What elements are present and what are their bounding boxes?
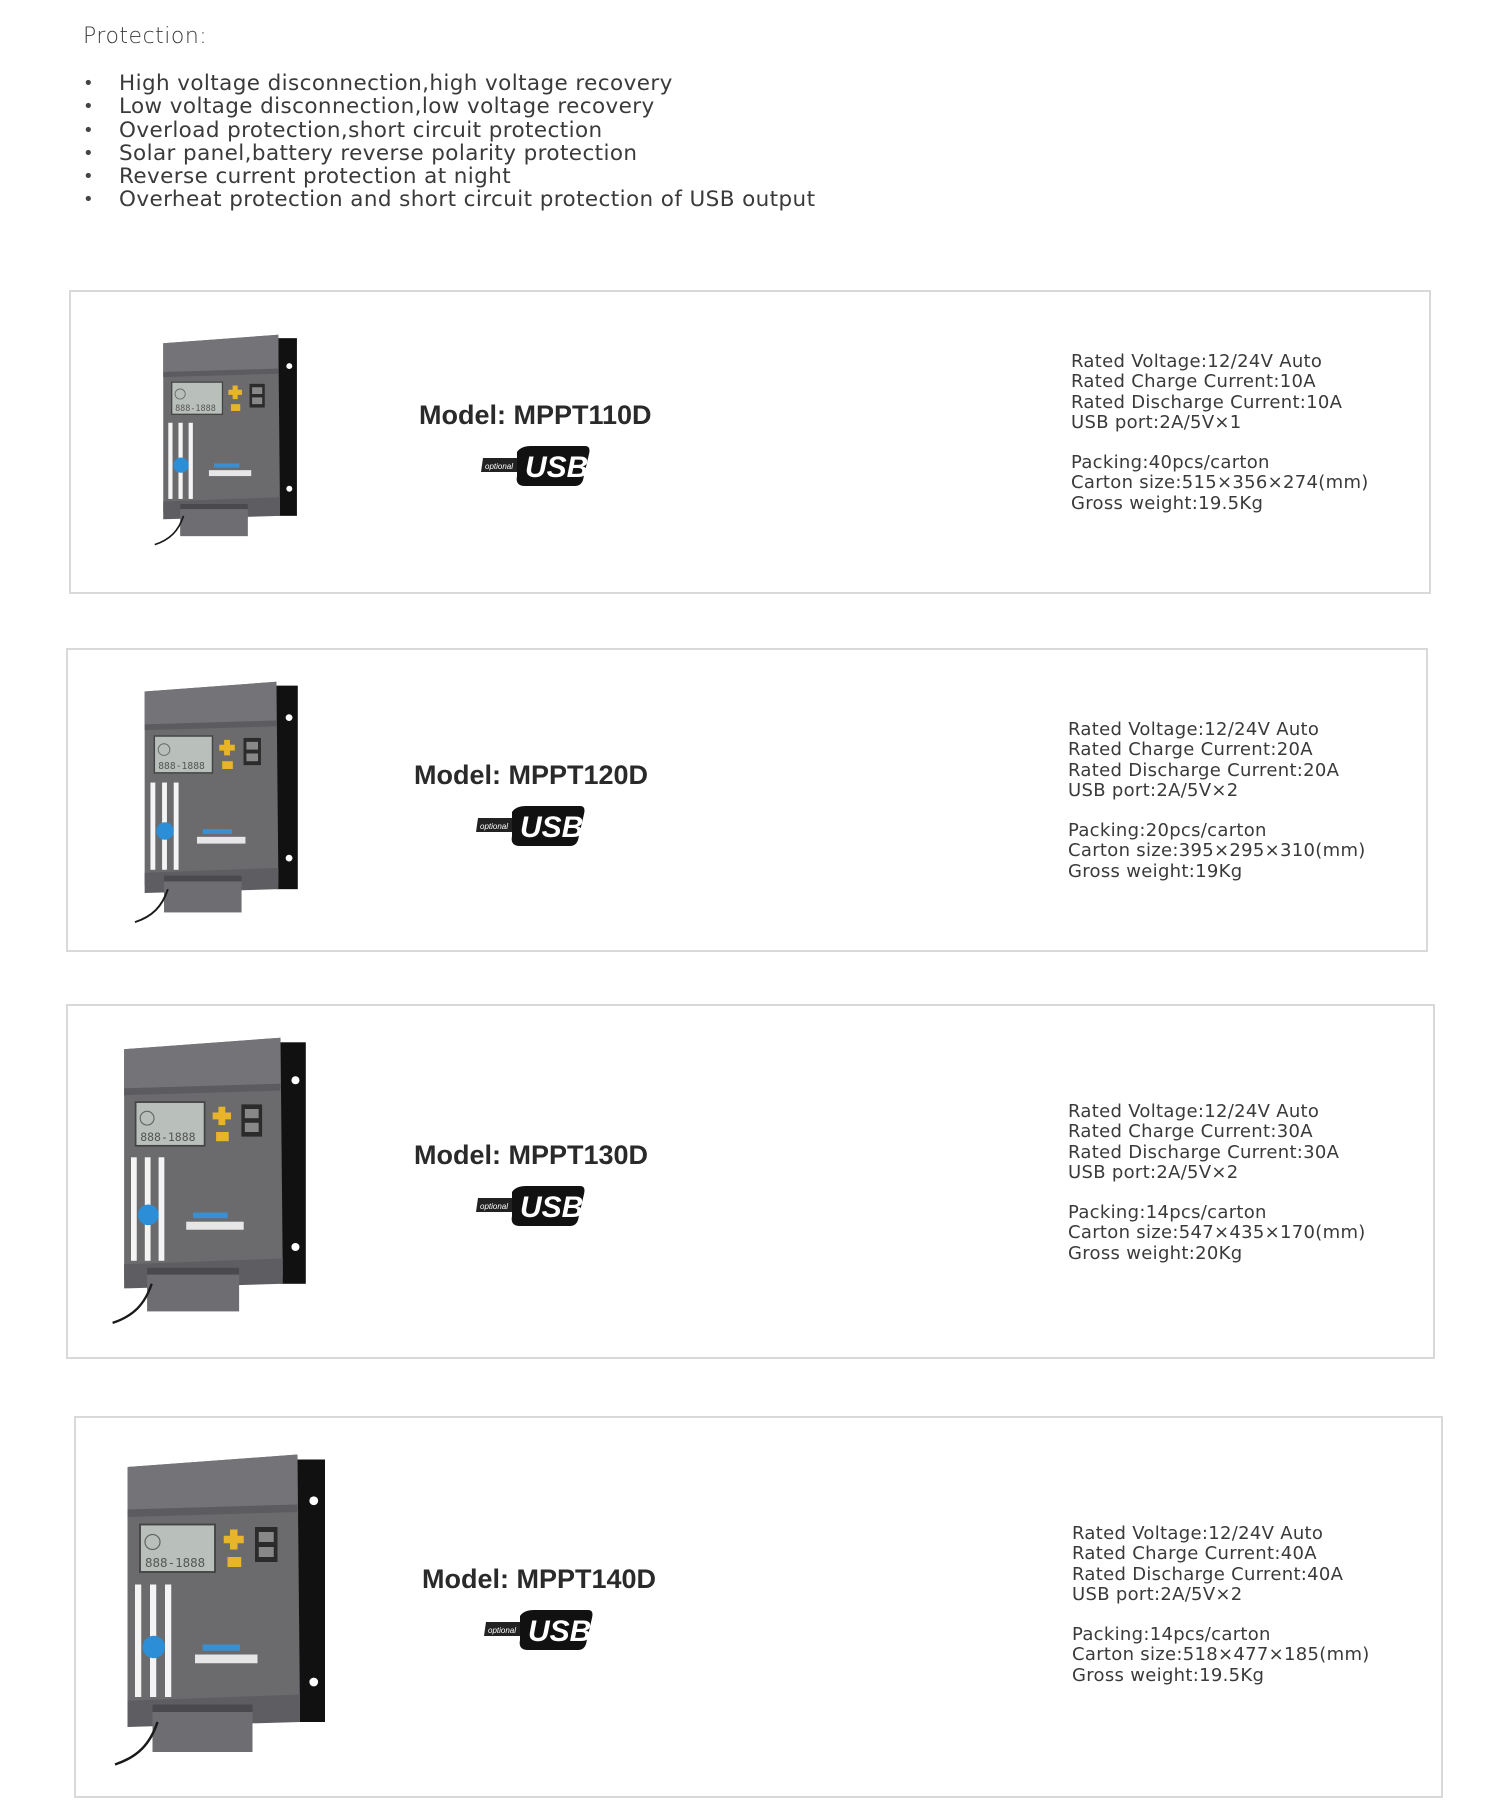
rated-voltage: Rated Voltage:12/24V Auto — [1068, 719, 1320, 740]
solar-controller-image — [128, 674, 328, 926]
packing: Packing:14pcs/carton — [1072, 1624, 1271, 1646]
gross-weight: Gross weight:19Kg — [1068, 860, 1243, 882]
protection-list — [83, 72, 815, 212]
usb-port: USB port:2A/5V×2 — [1072, 1583, 1243, 1605]
rated-discharge-current: Rated Discharge Current:30A — [1068, 1141, 1340, 1163]
model-title: Model: MPPT140D — [422, 1564, 657, 1594]
solar-controller-image — [108, 1028, 338, 1328]
model-title: Model: MPPT130D — [414, 1140, 649, 1170]
gross-weight: Gross weight:20Kg — [1068, 1242, 1243, 1264]
optional-usb-icon — [484, 1610, 594, 1650]
spec-list — [1072, 1524, 1370, 1686]
model-title: Model: MPPT110D — [419, 400, 652, 430]
rated-charge-current: Rated Charge Current:20A — [1068, 739, 1313, 761]
protection-title: Protection: — [83, 24, 208, 49]
protection-item: • Low voltage disconnection,low voltage recovery — [83, 95, 815, 118]
protection-item: • High voltage disconnection,high voltage recovery — [83, 72, 815, 95]
protection-item: • Solar panel,battery reverse polarity protection — [83, 142, 815, 165]
usb-port: USB port:2A/5V×2 — [1068, 1161, 1239, 1183]
gross-weight: Gross weight:19.5Kg — [1071, 492, 1264, 514]
spec-list — [1071, 352, 1369, 514]
spec-list — [1068, 720, 1366, 882]
model-title: Model: MPPT120D — [414, 760, 649, 790]
product-card-mppt120d — [66, 648, 1428, 952]
rated-voltage: Rated Voltage:12/24V Auto — [1068, 1101, 1320, 1122]
rated-voltage: Rated Voltage:12/24V Auto — [1071, 351, 1323, 372]
product-card-mppt110d — [69, 290, 1431, 594]
carton-size: Carton size:518×477×185(mm) — [1072, 1644, 1370, 1666]
solar-controller-image — [151, 328, 321, 548]
usb-port: USB port:2A/5V×2 — [1068, 779, 1239, 801]
packing: Packing:14pcs/carton — [1068, 1202, 1267, 1224]
optional-usb-icon — [476, 806, 586, 846]
carton-size: Carton size:395×295×310(mm) — [1068, 840, 1366, 862]
rated-discharge-current: Rated Discharge Current:20A — [1068, 759, 1340, 781]
packing: Packing:40pcs/carton — [1071, 452, 1270, 474]
optional-usb-icon — [481, 446, 591, 486]
gross-weight: Gross weight:19.5Kg — [1072, 1664, 1265, 1686]
rated-charge-current: Rated Charge Current:40A — [1072, 1543, 1317, 1565]
rated-voltage: Rated Voltage:12/24V Auto — [1072, 1523, 1324, 1544]
protection-item: • Overheat protection and short circuit protection of USB output — [83, 188, 815, 211]
rated-charge-current: Rated Charge Current:10A — [1071, 371, 1316, 393]
carton-size: Carton size:515×356×274(mm) — [1071, 472, 1369, 494]
packing: Packing:20pcs/carton — [1068, 820, 1267, 842]
rated-discharge-current: Rated Discharge Current:40A — [1072, 1563, 1344, 1585]
usb-port: USB port:2A/5V×1 — [1071, 411, 1242, 433]
rated-charge-current: Rated Charge Current:30A — [1068, 1121, 1313, 1143]
optional-usb-icon — [476, 1186, 586, 1226]
protection-item: • Overload protection,short circuit protection — [83, 119, 815, 142]
protection-item: • Reverse current protection at night — [83, 165, 815, 188]
rated-discharge-current: Rated Discharge Current:10A — [1071, 391, 1343, 413]
spec-list — [1068, 1102, 1366, 1264]
carton-size: Carton size:547×435×170(mm) — [1068, 1222, 1366, 1244]
solar-controller-image — [110, 1442, 360, 1772]
product-card-mppt140d — [74, 1416, 1443, 1798]
product-card-mppt130d — [66, 1004, 1435, 1359]
